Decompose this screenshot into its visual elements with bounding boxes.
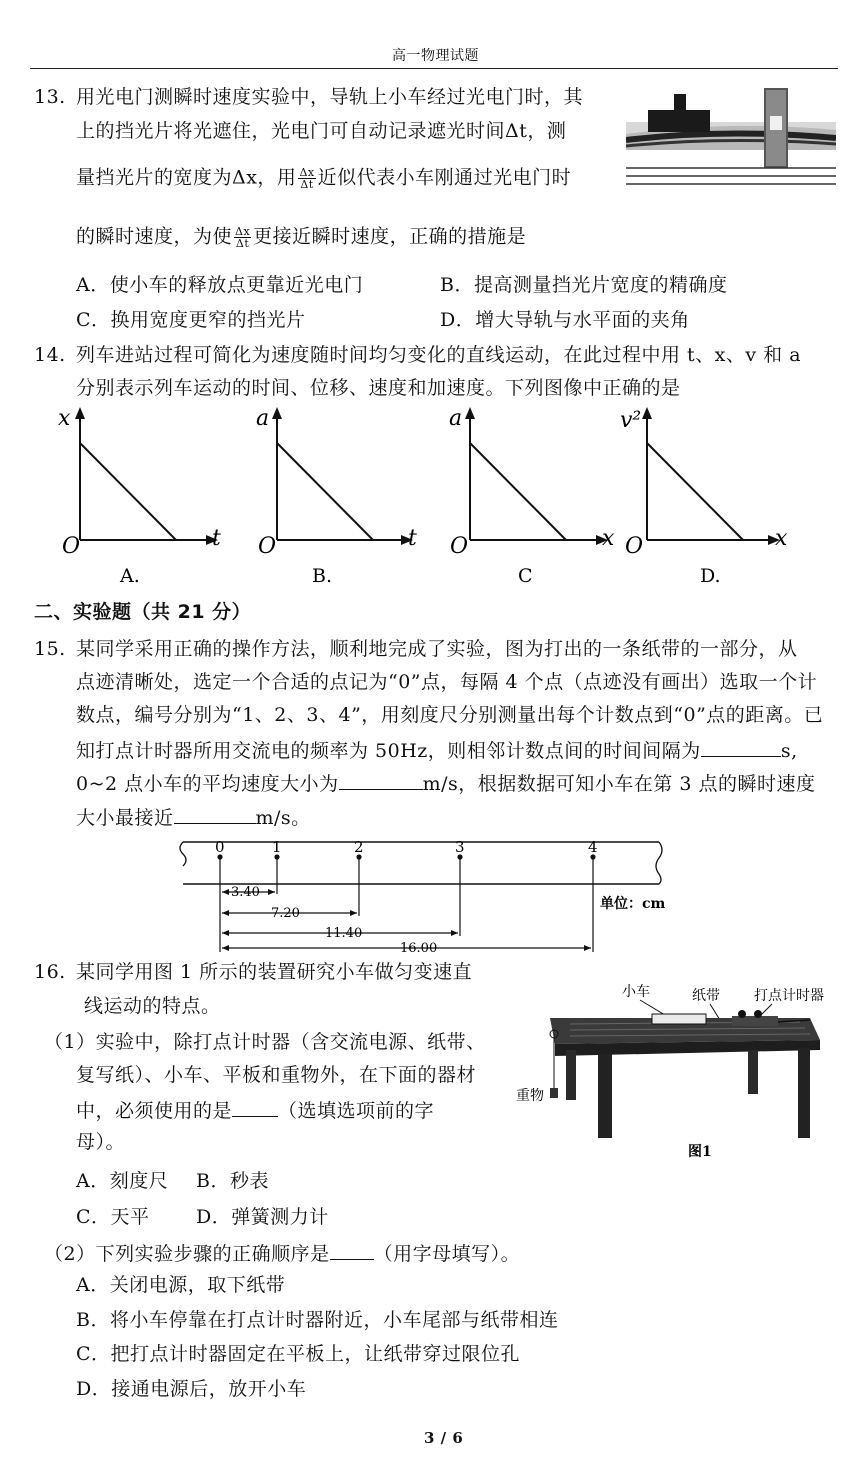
q16-p2-option-a: A．关闭电源，取下纸带	[76, 1274, 286, 1296]
q15-line4-unit: s,	[780, 740, 798, 762]
q16-p2-line1-rest: （用字母填写）。	[373, 1243, 521, 1265]
graph-b-caption: B.	[312, 565, 333, 587]
q13-number: 13.	[34, 86, 66, 108]
q16-p1-option-b: B．秒表	[196, 1170, 269, 1192]
q13-fraction-2	[234, 226, 251, 249]
q13-line2: 上的挡光片将光遮住，光电门可自动记录遮光时间Δt，测	[76, 120, 567, 142]
graph-a	[58, 406, 221, 587]
q16-p2-line1-text: （2）下列实验步骤的正确顺序是	[44, 1243, 330, 1265]
q16-p2-option-d: D．接通电源后，放开小车	[76, 1378, 307, 1400]
q15-line2: 点迹清晰处，选定一个合适的点记为“0”点，每隔 4 个点（点迹没有画出）选取一个计	[76, 671, 818, 693]
tape-label-3: 3	[455, 838, 465, 856]
q13-fraction	[298, 167, 315, 190]
tape-label-2: 2	[354, 838, 364, 856]
q16-p2-blank[interactable]	[330, 1243, 374, 1260]
q13-line3-part2: 近似代表小车刚通过光电门时	[317, 166, 572, 189]
q15-line6	[76, 807, 311, 828]
q16-p2-line1	[44, 1243, 520, 1264]
q13-line4-part1: 的瞬时速度，为使	[76, 225, 233, 248]
graph-d-line	[647, 443, 743, 540]
q15-line1: 某同学采用正确的操作方法，顺利地完成了实验，图为打出的一条纸带的一部分，从	[76, 638, 798, 660]
graph-b-line	[277, 443, 373, 540]
graph-b	[256, 406, 417, 587]
q14-line2: 分别表示列车运动的时间、位移、速度和加速度。下列图像中正确的是	[76, 377, 681, 399]
header-rule	[30, 68, 838, 69]
q16-p1-line2: 复写纸）、小车、平板和重物外，在下面的器材	[76, 1064, 477, 1086]
figure1-apparatus	[510, 978, 850, 1168]
tape-unit-label: 单位：cm	[600, 896, 666, 912]
q13-line3-part1: 量挡光片的宽度为Δx，用	[76, 166, 297, 189]
q16-number: 16.	[34, 961, 66, 983]
q16-p2-option-b: B．将小车停靠在打点计时器附近，小车尾部与纸带相连	[76, 1309, 559, 1331]
cart-body	[648, 110, 710, 132]
frac-numerator: Δx	[299, 166, 315, 179]
frac-denominator: Δt	[235, 237, 250, 250]
graph-c-caption: C	[518, 565, 533, 587]
tape-label-1: 1	[272, 838, 282, 856]
q15-line4-text: 知打点计时器所用交流电的频率为 50Hz，则相邻计数点间的时间间隔为	[76, 740, 701, 762]
graph-a-ylabel: x	[58, 406, 71, 431]
figure1-label-weight: 重物	[516, 1088, 544, 1104]
q16-p1-option-c: C．天平	[76, 1206, 150, 1228]
graph-d-caption: D.	[700, 565, 721, 587]
frac-denominator: Δt	[300, 178, 314, 191]
q13-line3	[76, 167, 571, 190]
q15-blank-avg-speed[interactable]	[339, 773, 423, 790]
q16-p2-option-c: C．把打点计时器固定在平板上，让纸带穿过限位孔	[76, 1343, 521, 1365]
q14-line1: 列车进站过程可简化为速度随时间均匀变化的直线运动，在此过程中用 t、x、v 和 a	[76, 344, 802, 366]
graph-d-origin: O	[625, 534, 644, 559]
graph-c-origin: O	[450, 534, 469, 559]
q15-line6-unit: m/s。	[255, 807, 311, 829]
q15-line5-text: 0~2 点小车的平均速度大小为	[76, 773, 339, 795]
graph-b-origin: O	[258, 534, 277, 559]
figure1-label-tape: 纸带	[692, 988, 720, 1004]
q15-line4	[76, 740, 798, 761]
tape-dist-3: 11.40	[325, 926, 363, 941]
page-number: 3 / 6	[424, 1429, 464, 1447]
graph-c-line	[470, 443, 566, 540]
q13-line1: 用光电门测瞬时速度实验中，导轨上小车经过光电门时，其	[76, 86, 584, 108]
q16-p1-line3-text: 中，必须使用的是	[76, 1100, 233, 1122]
q13-option-d: D．增大导轨与水平面的夹角	[440, 309, 690, 331]
graph-a-origin: O	[62, 534, 81, 559]
tape-label-0: 0	[215, 838, 225, 856]
paper-tape-diagram	[175, 832, 695, 957]
q16-line2: 线运动的特点。	[84, 995, 221, 1017]
graph-d-ylabel: v²	[620, 408, 642, 433]
q15-line5-rest: m/s，根据数据可知小车在第 3 点的瞬时速度	[422, 773, 816, 795]
q13-line4-part2: 更接近瞬时速度，正确的措施是	[253, 225, 527, 248]
q16-p1-line3	[76, 1100, 434, 1121]
page-header-title: 高一物理试题	[392, 48, 479, 64]
section-2-title: 二、实验题（共 21 分）	[34, 601, 252, 623]
q15-blank-interval[interactable]	[701, 740, 781, 757]
q13-option-a: A．使小车的释放点更靠近光电门	[76, 274, 364, 296]
graph-a-line	[80, 443, 176, 540]
tape-label-4: 4	[588, 838, 598, 856]
q13-line4	[76, 226, 526, 249]
graph-d	[620, 407, 788, 587]
q15-blank-inst-speed[interactable]	[174, 807, 256, 824]
graph-c	[449, 406, 615, 587]
figure1-caption: 图1	[688, 1144, 712, 1160]
light-shield	[674, 94, 686, 112]
q15-line5	[76, 773, 815, 794]
q16-p1-blank[interactable]	[232, 1100, 278, 1117]
cart	[652, 1014, 706, 1024]
q16-p1-line3-rest: （选填选项前的字	[278, 1100, 435, 1122]
graph-a-xlabel: t	[212, 526, 221, 551]
q16-p1-line1: （1）实验中，除打点计时器（含交流电源、纸带、	[44, 1031, 486, 1053]
q14-graphs	[40, 405, 840, 590]
q14-number: 14.	[34, 344, 66, 366]
figure1-label-timer: 打点计时器	[754, 988, 824, 1004]
tape-dist-2: 7.20	[271, 906, 300, 921]
frac-numerator: Δx	[235, 225, 251, 238]
q13-option-b: B．提高测量挡光片宽度的精确度	[440, 274, 728, 296]
graph-c-xlabel: x	[602, 526, 615, 551]
q16-p1-option-a: A．刻度尺	[76, 1170, 169, 1192]
photogate-image	[626, 80, 836, 190]
q16-p1-line4: 母）。	[76, 1131, 126, 1153]
q15-line6-text: 大小最接近	[76, 807, 174, 829]
q15-line3: 数点，编号分别为“1、2、3、4”，用刻度尺分别测量出每个计数点到“0”点的距离。已	[76, 704, 824, 726]
table-leg	[598, 1054, 612, 1138]
table-leg	[798, 1048, 810, 1138]
graph-d-xlabel: x	[775, 526, 788, 551]
tape-dist-4: 16.00	[400, 941, 438, 956]
figure1-label-car: 小车	[622, 984, 650, 1000]
tape-dist-1: 3.40	[231, 885, 260, 900]
graph-c-ylabel: a	[449, 406, 463, 431]
q16-line1: 某同学用图 1 所示的装置研究小车做匀变速直	[76, 961, 473, 983]
graph-b-ylabel: a	[256, 406, 270, 431]
q16-p1-option-d: D．弹簧测力计	[196, 1206, 329, 1228]
graph-a-caption: A.	[120, 565, 140, 587]
timer	[732, 1016, 778, 1026]
q13-option-c: C．换用宽度更窄的挡光片	[76, 309, 306, 331]
graph-b-xlabel: t	[408, 526, 417, 551]
q15-number: 15.	[34, 638, 66, 660]
